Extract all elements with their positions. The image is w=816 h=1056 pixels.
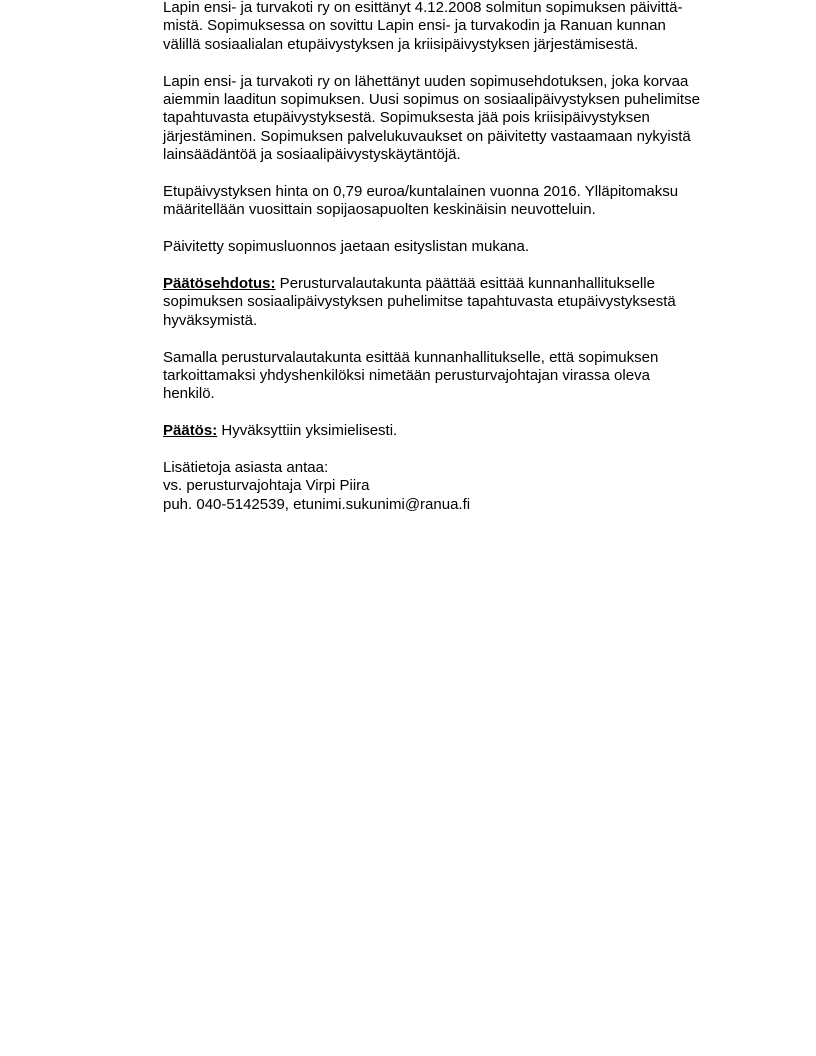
text-line: hyväksymistä. — [163, 311, 258, 329]
paragraph-decision — [163, 422, 748, 440]
text-line: lainsäädäntöä ja sosiaalipäivystyskäytäntöjä. — [163, 146, 461, 164]
paragraph-contact-person-designation — [163, 349, 748, 404]
paragraph-decision-proposal — [163, 275, 748, 330]
contact-name: vs. perusturvajohtaja Virpi Piira — [163, 477, 370, 495]
text-line: tarkoittamaksi yhdyshenkilöksi nimetään perusturvajohtajan virassa oleva — [163, 367, 650, 385]
proposal-label: Päätösehdotus: — [163, 275, 276, 293]
paragraph-contact-info — [163, 459, 748, 514]
text-line — [163, 422, 748, 440]
text-line: sopimuksen sosiaalipäivystyksen puhelimitse tapahtuvasta etupäivystyksestä — [163, 293, 676, 311]
text-line: Etupäivystyksen hinta on 0,79 euroa/kuntalainen vuonna 2016. Ylläpitomaksu — [163, 183, 679, 201]
text-line: tapahtuvasta etupäivystyksestä. Sopimuksesta jää pois kriisipäivystyksen — [163, 109, 650, 127]
text-line: määritellään vuosittain sopijaosapuolten keskinäisin neuvotteluin. — [163, 201, 596, 219]
document-page — [163, 0, 748, 533]
text-line: Lapin ensi- ja turvakoti ry on lähettänyt uuden sopimusehdotuksen, joka korvaa — [163, 72, 689, 90]
decision-label: Päätös: — [163, 422, 218, 440]
text-line: aiemmin laaditun sopimuksen. Uusi sopimus on sosiaalipäivystyksen puhelimitse — [163, 91, 700, 109]
text-line: Samalla perusturvalautakunta esittää kunnanhallitukselle, että sopimuksen — [163, 348, 659, 366]
paragraph-new-proposal — [163, 73, 748, 165]
contact-phone-email: puh. 040-5142539, etunimi.sukunimi@ranua.fi — [163, 495, 471, 513]
text-line: mistä. Sopimuksessa on sovittu Lapin ensi- ja turvakodin ja Ranuan kunnan — [163, 17, 666, 35]
paragraph-draft-note — [163, 238, 748, 256]
paragraph-pricing — [163, 183, 748, 220]
text-line: Päivitetty sopimusluonnos jaetaan esityslistan mukana. — [163, 238, 530, 256]
text-line — [163, 275, 748, 293]
paragraph-agreement-background — [163, 0, 748, 54]
text-line: henkilö. — [163, 385, 215, 403]
text-line: Lapin ensi- ja turvakoti ry on esittänyt 4.12.2008 solmitun sopimuksen päivittä- — [163, 0, 683, 16]
contact-heading: Lisätietoja asiasta antaa: — [163, 459, 329, 477]
proposal-text: Perusturvalautakunta päättää esittää kunnanhallitukselle — [275, 275, 655, 293]
text-line: välillä sosiaalialan etupäivystyksen ja kriisipäivystyksen järjestämisestä. — [163, 35, 639, 53]
decision-text: Hyväksyttiin yksimielisesti. — [217, 422, 398, 440]
text-line: järjestäminen. Sopimuksen palvelukuvaukset on päivitetty vastaamaan nykyistä — [163, 127, 691, 145]
